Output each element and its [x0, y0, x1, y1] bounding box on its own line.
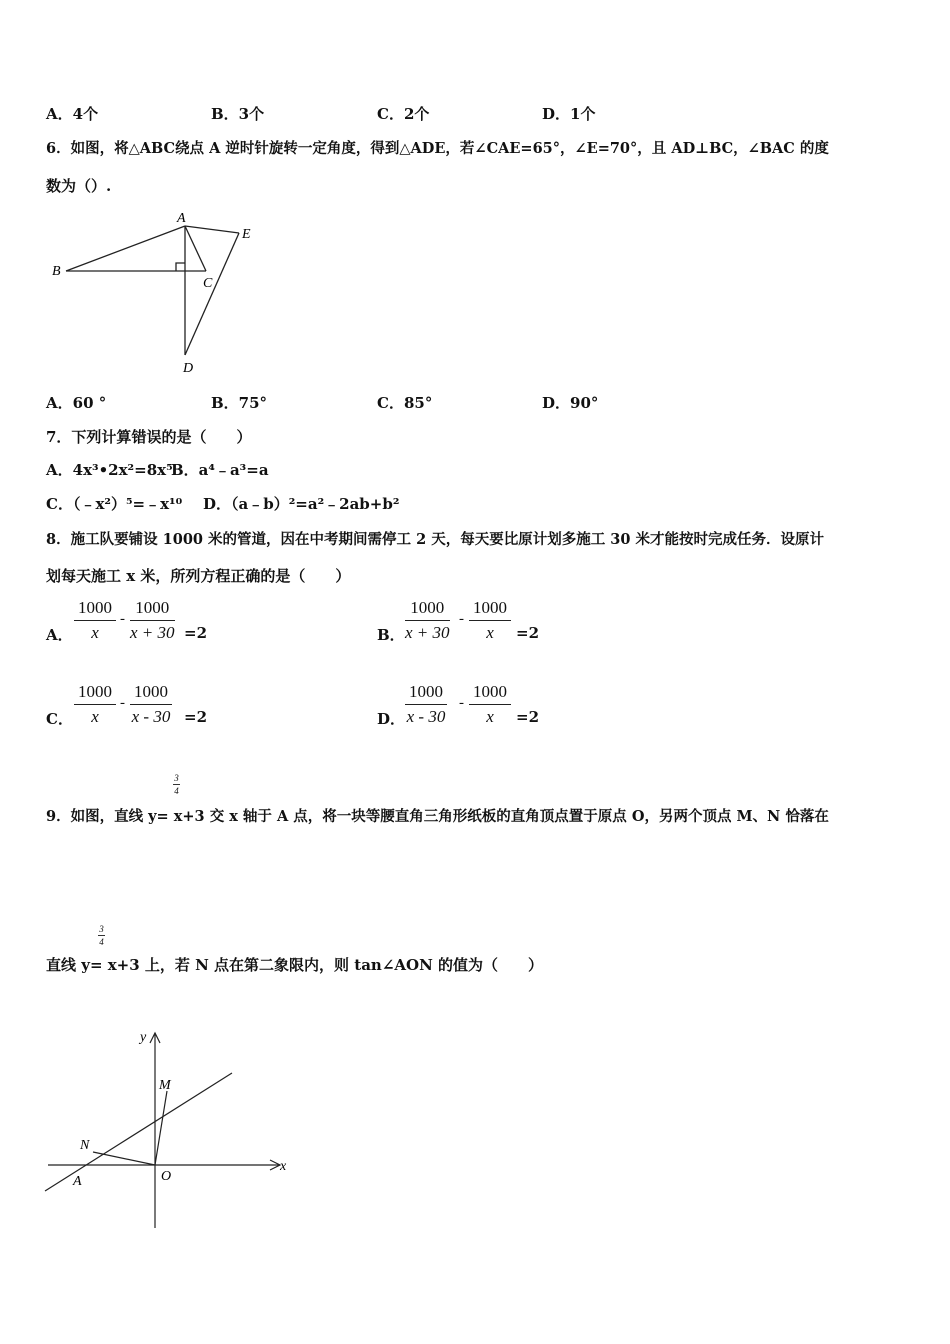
- q9-coordinate-figure: [40, 1025, 300, 1230]
- q8-d-minus: -: [459, 695, 464, 711]
- q8-c-minus: -: [120, 695, 125, 711]
- q8-a-rhs: =2: [184, 624, 208, 642]
- q5-option-c: C．2个: [377, 105, 430, 123]
- q6-stem-line2: 数为（）.: [46, 177, 112, 195]
- q6-option-c: C．85°: [377, 394, 433, 412]
- q8-option-c-label: C．: [46, 710, 73, 728]
- q7-option-b: B．a⁴﹣a³=a: [171, 461, 269, 479]
- q7-option-d: D．（a﹣b）²=a²﹣2ab+b²: [203, 495, 400, 513]
- q8-b-rhs: =2: [516, 624, 540, 642]
- q6-label-d: D: [183, 361, 194, 375]
- q8-d-rhs: =2: [516, 708, 540, 726]
- q6-label-a: A: [177, 211, 186, 226]
- q5-option-a: A．4个: [46, 105, 99, 123]
- q6-stem-line1: 6．如图，将△ABC绕点 A 逆时针旋转一定角度，得到△ADE，若∠CAE=65°，∠E=70°，且 AD⊥BC，∠BAC 的度: [46, 140, 829, 157]
- q6-triangle-figure: [46, 210, 266, 375]
- q5-option-b: B．3个: [211, 105, 265, 123]
- q5-option-d: D．1个: [542, 105, 596, 123]
- q8-a-minus: -: [120, 611, 125, 627]
- q8-option-a-label: A．: [46, 626, 73, 644]
- q7-stem: 7．下列计算错误的是（ ）: [46, 428, 252, 446]
- q9-label-x: x: [280, 1159, 287, 1174]
- q6-label-b: B: [52, 264, 61, 279]
- q9-stem-line2: 直线 y= x+3 上，若 N 点在第二象限内，则 tan∠AON 的值为（ ）: [46, 956, 544, 974]
- q9-label-a: A: [73, 1174, 82, 1189]
- q8-c-rhs: =2: [184, 708, 208, 726]
- q8-c-frac1: $\frac{1000}{x}$: [74, 682, 116, 727]
- q8-a-frac1: $\frac{1000}{x}$: [74, 598, 116, 643]
- q6-label-c: C: [203, 276, 213, 291]
- q9-label-y: y: [140, 1030, 147, 1045]
- q8-stem-line2: 划每天施工 x 米，所列方程正确的是（ ）: [46, 567, 351, 585]
- q9-label-m: M: [159, 1078, 171, 1093]
- q6-option-a: A．60 °: [46, 394, 107, 412]
- q8-b-frac1: $\frac{1000}{x + 30}$: [405, 598, 450, 642]
- q9-label-o: O: [161, 1169, 172, 1184]
- q7-option-a: A．4x³•2x²=8x⁵: [46, 461, 173, 479]
- q6-option-d: D．90°: [542, 394, 599, 412]
- q8-c-frac2: $\frac{1000}{x - 30}$: [131, 682, 171, 726]
- q8-b-frac2: $\frac{1000}{x}$: [469, 598, 511, 643]
- q6-label-e: E: [242, 227, 251, 242]
- q9-small-fraction-2: 3 4: [99, 924, 104, 947]
- q9-small-fraction-1: 3 4: [174, 773, 179, 796]
- q6-option-b: B．75°: [211, 394, 268, 412]
- q8-d-frac2: $\frac{1000}{x}$: [469, 682, 511, 727]
- q8-option-d-label: D．: [377, 710, 406, 728]
- q7-option-c: C．（﹣x²）⁵=﹣x¹⁰: [46, 495, 183, 513]
- q8-b-minus: -: [459, 611, 464, 627]
- q9-stem-line1: 9．如图，直线 y= x+3 交 x 轴于 A 点，将一块等腰直角三角形纸板的直角顶点置于原点 O，另两个顶点 M、N 恰落在: [46, 808, 829, 825]
- q8-option-b-label: B．: [377, 626, 405, 644]
- q8-stem-line1: 8．施工队要铺设 1000 米的管道，因在中考期间需停工 2 天，每天要比原计划多施工 30 米才能按时完成任务．设原计: [46, 531, 824, 548]
- q9-label-n: N: [80, 1138, 90, 1153]
- q8-a-frac2: $\frac{1000}{x + 30}$: [130, 598, 175, 642]
- q8-d-frac1: $\frac{1000}{x - 30}$: [406, 682, 446, 726]
